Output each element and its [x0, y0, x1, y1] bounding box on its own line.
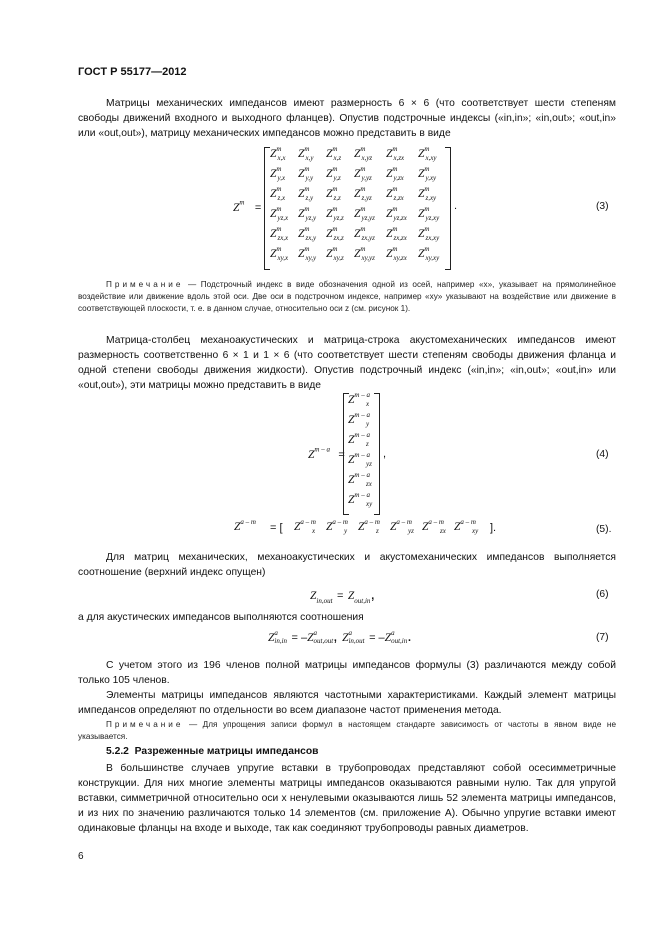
page-header: ГОСТ Р 55177—2012: [78, 66, 187, 78]
paragraph-mechanoacoustic: Матрица-столбец механоакустических и матрица-строка акустомеханических импедансов имеют размерность соответственно 6 × 1 и 1 × 6 (что соответствует шести степеням свободы движения фланца и одной степени свободы движения жидкости). Опустив подстрочный индекс («in,in»; «in,out»; «out,in» или «out,out»), эти матрицы можно представить в виде: [78, 335, 616, 391]
eq4-cell: $Z^{m - a}_{yz}$: [348, 451, 372, 468]
eq7-sub-3: in,out: [348, 636, 365, 645]
paragraph-matrix-dimension: Матрицы механических импедансов имеют размерность 6 × 6 (что соответствует шести степеням свободы движений входного и выходного фланцев). Опустив подстрочные индексы («in,in»; «in,out»; «out,in» или «out,out»), матрицу механических импедансов можно представить в виде: [78, 98, 616, 139]
note-frequency: [78, 719, 616, 743]
eq6-left-sub: in,out: [316, 597, 333, 606]
section-number: 5.2.2: [106, 746, 129, 757]
eq4-cell: $Z^{m - a}_z$: [348, 431, 370, 448]
eq3-cell: $Z^m_{z,y}$: [298, 185, 314, 202]
eq7: Z a in,in = –Z a out,out , Z a in,out = –Z a out,in .: [268, 628, 412, 645]
eq4-equals: =: [338, 449, 345, 461]
section-title: Разреженные матрицы импедансов: [134, 746, 319, 757]
eq3-cell: $Z^m_{zx,zx}$: [386, 225, 407, 242]
eq3-lhs: [233, 198, 261, 216]
eq3-lhs-sup: m: [239, 198, 245, 207]
paragraph-196-members: С учетом этого из 196 членов полной матрицы импедансов формулы (3) различаются между собой только 105 членов.: [78, 660, 616, 686]
eq3-cell: $Z^m_{zx,xy}$: [418, 225, 440, 242]
eq7-sup-3: a: [348, 628, 352, 637]
eq4-cell: $Z^{m - a}_y$: [348, 411, 370, 428]
eq3-cell: $Z^m_{yz,xy}$: [418, 205, 440, 222]
eq3-lhs-symbol: Z: [233, 202, 240, 214]
eq7-trail: .: [407, 628, 412, 645]
paragraph-frequency: Элементы матрицы импедансов являются частотными характеристиками. Каждый элемент матрицы импедансов определяют по отдельности во всем диапазоне частот применения метода.: [78, 690, 616, 716]
eq7-eq-1: = –: [291, 632, 308, 644]
eq3-cell: $Z^m_{yz,zx}$: [386, 205, 407, 222]
eq3-cell: $Z^m_{y,z}$: [326, 165, 341, 182]
eq5-cell: $Z^{a - m}_{xy}$: [454, 518, 479, 535]
eq3-cell: $Z^m_{x,z}$: [326, 145, 342, 162]
eq3-cell: $Z^m_{x,xy}$: [418, 145, 437, 162]
eq3-cell: $Z^m_{zx,x}$: [270, 225, 289, 242]
eq6-number: (6): [596, 589, 609, 600]
eq7-sup-1: a: [274, 628, 278, 637]
eq3-cell: $Z^m_{xy,y}$: [298, 245, 317, 262]
eq3-cell: $Z^m_{zx,yz}$: [354, 225, 375, 242]
eq3-matrix: [270, 145, 444, 268]
note2-text: — Для упрощения записи формул в настоящем стандарте зависимость от частоты в явном виде не указывается.: [78, 720, 616, 742]
eq4-cell: $Z^{m - a}_x$: [348, 391, 370, 408]
section-heading: [106, 746, 319, 757]
eq5-row: [234, 518, 534, 539]
paragraph-relation: Для матриц механических, механоакустических и акустомеханических импедансов выполняется соотношение (верхний индекс опущен): [78, 552, 616, 578]
eq5-cell: $Z^{a - m}_y$: [326, 518, 348, 535]
eq5-number: (5).: [596, 524, 612, 535]
eq3-cell: $Z^m_{yz,x}$: [270, 205, 289, 222]
eq5-lhs: $Z^{a - m}$: [234, 518, 256, 533]
eq6: $Z_{in,out} = Z_{out,in}$,: [310, 586, 375, 606]
eq6-right-sub: out,in: [354, 597, 371, 606]
eq5-cell: $Z^{a - m}_z$: [358, 518, 380, 535]
eq4-number: (4): [596, 449, 609, 460]
eq3-cell: $Z^m_{x,y}$: [298, 145, 314, 162]
eq7-sub-2: out,out: [313, 636, 334, 645]
eq5-cell: $Z^{a - m}_{zx}$: [422, 518, 446, 535]
note-subscript-axes: [78, 279, 616, 316]
eq3-trail: .: [454, 200, 458, 212]
eq4-lhs: $Z^{m - a}$ =: [308, 445, 345, 461]
eq4-trail: ,: [383, 448, 387, 460]
eq7-sub-1: in,in: [274, 636, 288, 645]
eq7-sup-2: a: [313, 628, 318, 637]
eq7-sub-4: out,in: [391, 636, 408, 645]
eq6-mid: =: [337, 590, 344, 602]
eq3-cell: $Z^m_{z,z}$: [326, 185, 341, 202]
eq3-cell: $Z^m_{yz,z}$: [326, 205, 344, 222]
eq4-cell: $Z^{m - a}_{zx}$: [348, 471, 372, 488]
eq3-cell: $Z^m_{xy,zx}$: [386, 245, 407, 262]
eq3-cell: $Z^m_{y,x}$: [270, 165, 286, 182]
eq3-bracket-right: [445, 147, 451, 270]
eq3-cell: $Z^m_{yz,yz}$: [354, 205, 375, 222]
eq4-cell: $Z^{m - a}_{xy}$: [348, 491, 373, 508]
eq3-cell: $Z^m_{z,x}$: [270, 185, 286, 202]
eq3-cell: $Z^m_{yz,y}$: [298, 205, 317, 222]
eq3-cell: $Z^m_{x,yz}$: [354, 145, 373, 162]
eq3-cell: $Z^m_{z,yz}$: [354, 185, 372, 202]
eq7-sup-4: a: [391, 628, 395, 637]
eq5-close: ].: [490, 522, 497, 534]
eq3-cell: $Z^m_{zx,y}$: [298, 225, 317, 242]
eq4-lhs-sup: m – a: [314, 445, 330, 454]
paragraph-sparse: В большинстве случаев упругие вставки в трубопроводах представляют собой осесимметричные конструкции. Для них многие элементы матрицы импедансов оказываются равными нулю. Так для упругой вставки, симметричной относительно оси x ненулевыми оказываются лишь 52 элемента матрицы импедансов, и из них по значению различаются только 14 элементов (см. приложение А). Обычно упругие вставки имеют одинаковые фланцы на входе и выходе, так как соединяют трубопроводы равных диаметров.: [78, 763, 616, 834]
eq3-cell: $Z^m_{xy,z}$: [326, 245, 344, 262]
eq3-cell: $Z^m_{y,zx}$: [386, 165, 404, 182]
note2-label: Примечание: [106, 720, 184, 729]
eq3-cell: $Z^m_{x,zx}$: [386, 145, 405, 162]
eq3-equals: =: [254, 202, 262, 214]
eq3-cell: $Z^m_{zx,z}$: [326, 225, 344, 242]
eq3-cell: $Z^m_{y,y}$: [298, 165, 314, 182]
eq7-number: (7): [596, 632, 609, 643]
eq3-cell: $Z^m_{y,xy}$: [418, 165, 437, 182]
eq3-number: (3): [596, 201, 609, 212]
eq5-open: = [: [270, 522, 283, 534]
note1-label: Примечание: [106, 280, 184, 289]
eq3-cell: $Z^m_{xy,yz}$: [354, 245, 375, 262]
eq3-cell: $Z^m_{xy,xy}$: [418, 245, 440, 262]
eq3-cell: $Z^m_{xy,x}$: [270, 245, 289, 262]
eq3-cell: $Z^m_{x,x}$: [270, 145, 286, 162]
note1-text: — Подстрочный индекс в виде обозначения одной из осей, например «x», указывает на прямолинейное воздействие или движение вдоль этой оси. Две оси в подстрочном индексе, например «xy» указывают на воздействие или движение в соответствующей плоскости, т. е. в данном случае, относительно оси z (см. рисунок 1).: [78, 280, 616, 314]
eq6-trail: ,: [370, 586, 375, 603]
eq7-eq-2: = –: [369, 632, 385, 644]
eq4-column: [348, 391, 376, 514]
eq7-comma: ,: [333, 628, 338, 645]
page-number: 6: [78, 851, 84, 862]
eq5-cell: $Z^{a - m}_x$: [294, 518, 316, 535]
eq5-cell: $Z^{a - m}_{yz}$: [390, 518, 414, 535]
paragraph-acoustic: а для акустических импедансов выполняются соотношения: [78, 612, 364, 623]
eq3-cell: $Z^m_{z,xy}$: [418, 185, 437, 202]
eq3-cell: $Z^m_{y,yz}$: [354, 165, 372, 182]
eq3-cell: $Z^m_{z,zx}$: [386, 185, 404, 202]
